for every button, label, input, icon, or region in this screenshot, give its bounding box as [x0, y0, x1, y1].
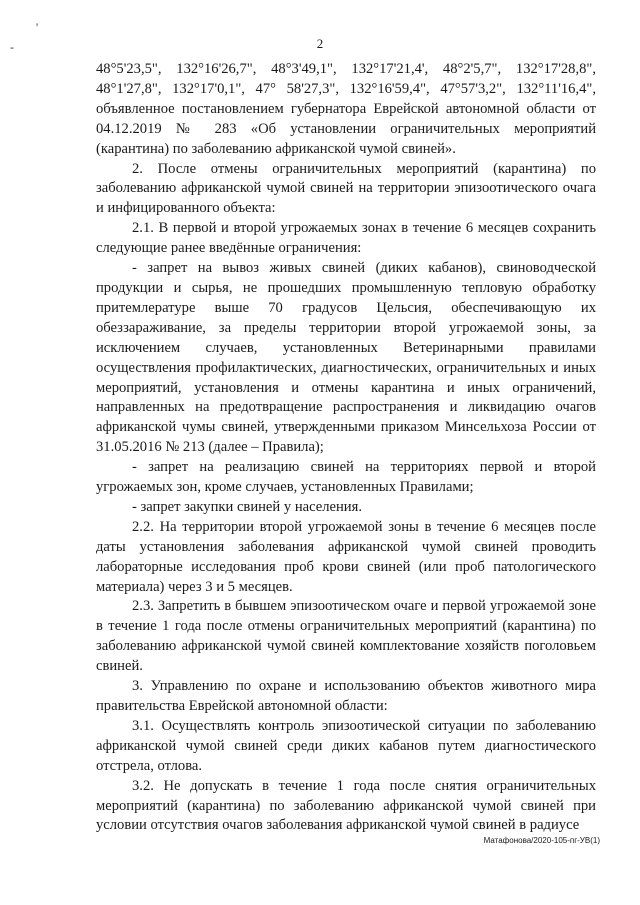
- paragraph-2-3: 2.3. Запретить в бывшем эпизоотическом очаге и первой угрожаемой зоне в течение 1 года после отмены ограничительных мероприятий (карантина) по заболеванию африканской чумой свиней комплектование хозяйств поголовьем свиней.: [96, 598, 596, 675]
- paragraph-3: 3. Управлению по охране и использованию объектов животного мира правительства Еврейской автономной области:: [96, 678, 596, 714]
- paragraph-3-2: 3.2. Не допускать в течение 1 года после снятия ограничительных мероприятий (карантина) по заболеванию африканской чумой свиней при условии отсутствия очагов заболевания африканской чумой свиней в радиусе: [96, 777, 596, 834]
- paragraph-2-2: 2.2. На территории второй угрожаемой зоны в течение 6 месяцев после даты установления заболевания африканской чумой свиней проводить лабораторные исследования проб крови свиней (или проб патологического материала) через 3 и 5 месяцев.: [96, 518, 596, 595]
- paragraph-3-1: 3.1. Осуществлять контроль эпизоотической ситуации по заболеванию африканской чумой свиней среди диких кабанов путем диагностического отстрела, отлова.: [96, 717, 596, 774]
- paragraph-2: 2. После отмены ограничительных мероприятий (карантина) по заболеванию африканской чумой свиней на территории эпизоотического очага и инфицированного объекта:: [96, 160, 596, 217]
- paragraph-2-1: 2.1. В первой и второй угрожаемых зонах в течение 6 месяцев сохранить следующие ранее введённые ограничения:: [96, 220, 596, 257]
- paragraph-coordinates: 48°5'23,5", 132°16'26,7", 48°3'49,1", 132°17'21,4', 48°2'5,7", 132°17'28,8", 48°1'27,8", 132°17'0,1", 47° 58'27,3", 132°16'59,4", 47°57'3,2", 132°11'16,4", объявленное постановлением губернатора Еврейской автономной области от 04.12.2019 № 283 «Об установлении ограничительных мероприятий (карантина) по заболеванию африканской чумой свиней».: [96, 61, 596, 157]
- document-body: [96, 60, 596, 836]
- paragraph-sale-ban: - запрет на реализацию свиней на территориях первой и второй угрожаемых зон, кроме случаев, установленных Правилами;: [96, 459, 596, 496]
- footer-code: Матафонова/2020-105-пг-УВ(1): [483, 836, 600, 845]
- paragraph-export-ban: - запрет на вывоз живых свиней (диких кабанов), свиноводческой продукции и сырья, не прошедших промышленную тепловую обработку притемлературе выше 70 градусов Цельсия, обеспечивающую их обеззараживание, за пределы территории второй угрожаемой зоны, за исключением случаев, установленных Ветеринарными правилами осуществления профилактических, диагностических, ограничительных и иных мероприятий, установления и отмены карантина и иных ограничений, направленных на предотвращение распространения и ликвидацию очагов африканской чумы свиней, утвержденными приказом Минсельхоза России от 31.05.2016 № 213 (далее – Правила);: [96, 260, 596, 456]
- margin-mark-top: ': [36, 20, 39, 34]
- paragraph-purchase-ban: - запрет закупки свиней у населения.: [132, 498, 362, 515]
- margin-mark-left: -: [10, 40, 14, 54]
- page-number: 2: [316, 36, 324, 51]
